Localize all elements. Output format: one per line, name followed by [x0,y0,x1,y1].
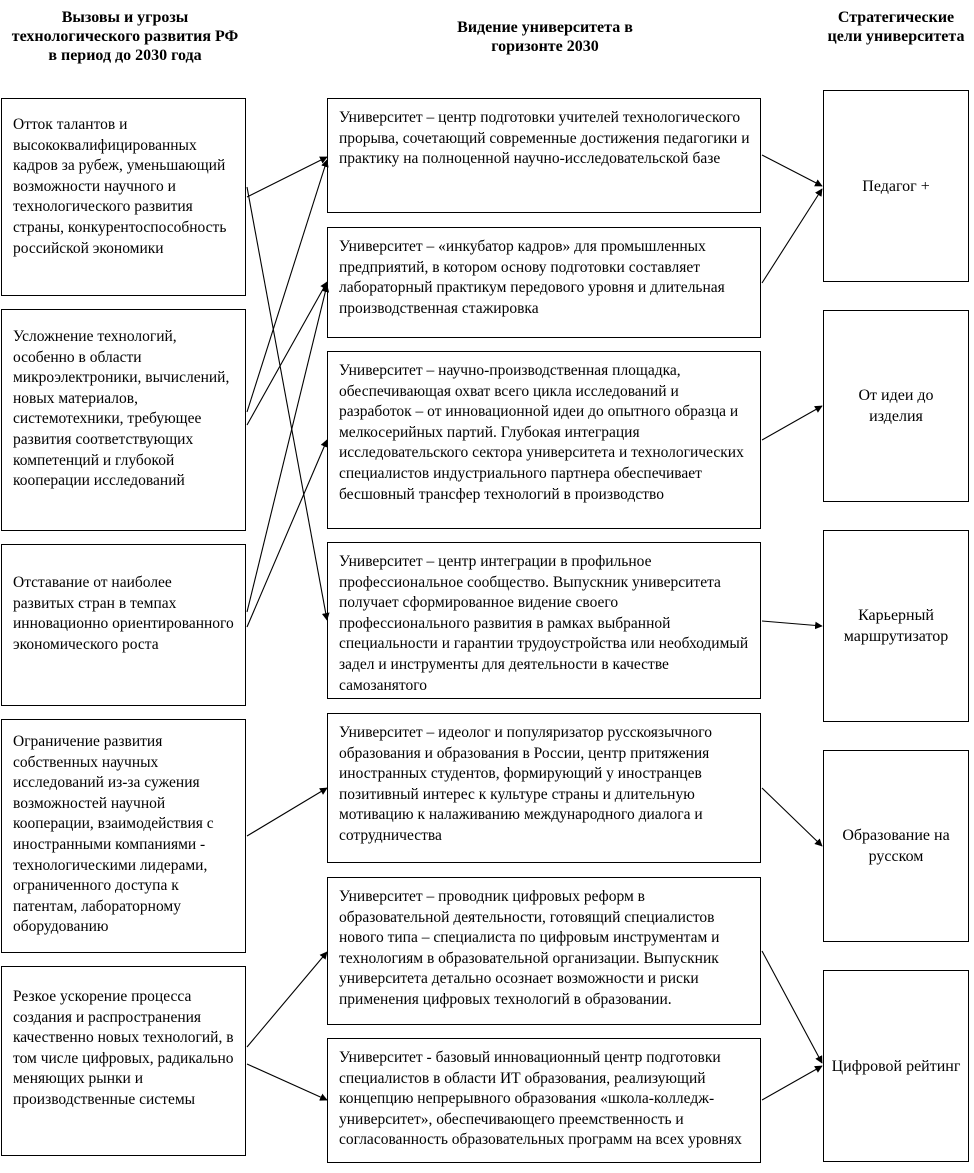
goal-box-1: Педагог + [823,90,969,282]
vision-box-5: Университет – идеолог и популяризатор русскоязычного образования и образования в России, центр притяжения иностранных студентов, формирующий у иностранцев позитивный интерес к культуре страны и длительную мотивацию к налаживанию международного диалога и сотрудничества [327,713,761,863]
challenge-box-3: Отставание от наиболее развитых стран в темпах инновационно ориентированного экономического роста [1,544,246,706]
arrow-c2-v1 [247,160,327,412]
arrow-c5-v6 [247,952,327,1047]
arrow-v5-g4 [762,788,822,846]
vision-box-4: Университет – центр интеграции в профильное профессиональное сообщество. Выпускник университета получает сформированное видение своего профессионального развития в рамках выбранной специальности и гарантии трудоустройства или необходимый задел и инструменты для деятельности в качестве самозанятого [327,542,761,699]
header-vision: Видение университета в горизонте 2030 [457,19,633,55]
goal-box-5: Цифровой рейтинг [823,970,969,1162]
arrow-v2-g1 [762,189,822,283]
arrow-c3-v2 [247,285,327,612]
challenge-box-5: Резкое ускорение процесса создания и распространения качественно новых технологий, в том числе цифровых, радикально меняющих рынки и производственные системы [1,966,246,1156]
vision-box-2: Университет – «инкубатор кадров» для промышленных предприятий, в котором основу подготовки составляет лабораторный практикум передового уровня и длительная производственная стажировка [327,227,761,338]
vision-box-1: Университет – центр подготовки учителей технологического прорыва, сочетающий современные достижения педагогики и практику на полноценной научно-исследовательской базе [327,98,761,213]
arrow-v7-g5 [762,1066,822,1100]
arrow-c3-v3 [247,440,327,627]
vision-box-6: Университет – проводник цифровых реформ в образовательной деятельности, готовящий специалистов нового типа – специалиста по цифровым инструментам и технологиям в образовательной организации. Выпускник университета детально осознает возможности и риски применения цифровых технологий в образовании. [327,877,761,1025]
arrow-c5-v7 [247,1064,327,1100]
arrow-v4-g3 [762,621,822,626]
arrow-c4-v5 [247,788,327,836]
goal-box-3: Карьерный маршрутизатор [823,530,969,722]
challenge-box-1: Отток талантов и высококвалифицированных кадров за рубеж, уменьшающий возможности научного и технологического развития страны, конкурентоспособность российской экономики [1,98,246,296]
arrow-c1-v4 [247,187,327,620]
arrow-v3-g2 [762,406,822,440]
arrow-v6-g5 [762,951,822,1063]
arrow-v1-g1 [762,155,822,186]
challenge-box-2: Усложнение технологий, особенно в области микроэлектроники, вычислений, новых материалов, системотехники, требующее развития соответствующих компетенций и глубокой кооперации исследований [1,309,246,531]
goal-box-4: Образование на русском [823,750,969,942]
challenge-box-4: Ограничение развития собственных научных исследований из-за сужения возможностей научной кооперации, взаимодействия с иностранными компаниями - технологическими лидерами, ограниченного доступа к патентам, лабораторному оборудованию [1,719,246,953]
arrow-c2-v2 [247,282,327,425]
vision-box-3: Университет – научно-производственная площадка, обеспечивающая охват всего цикла исследований и разработок – от инновационной идеи до опытного образца и мелкосерийных партий. Глубокая интеграция исследовательского сектора университета и технологических специалистов индустриального партнера обеспечивает бесшовный трансфер технологий в производство [327,351,761,529]
header-goals: Стратегические цели университета [827,9,965,45]
header-challenges: Вызовы и угрозы технологического развития РФ в период до 2030 года [11,9,239,64]
goal-box-2: От идеи до изделия [823,310,969,502]
arrow-c1-v1 [247,157,327,197]
vision-box-7: Университет - базовый инновационный центр подготовки специалистов в области ИТ образования, реализующий концепцию непрерывного образования «школа-колледж-университет», обеспечивающего преемственность и согласованность образовательных программ на всех уровнях [327,1038,761,1163]
